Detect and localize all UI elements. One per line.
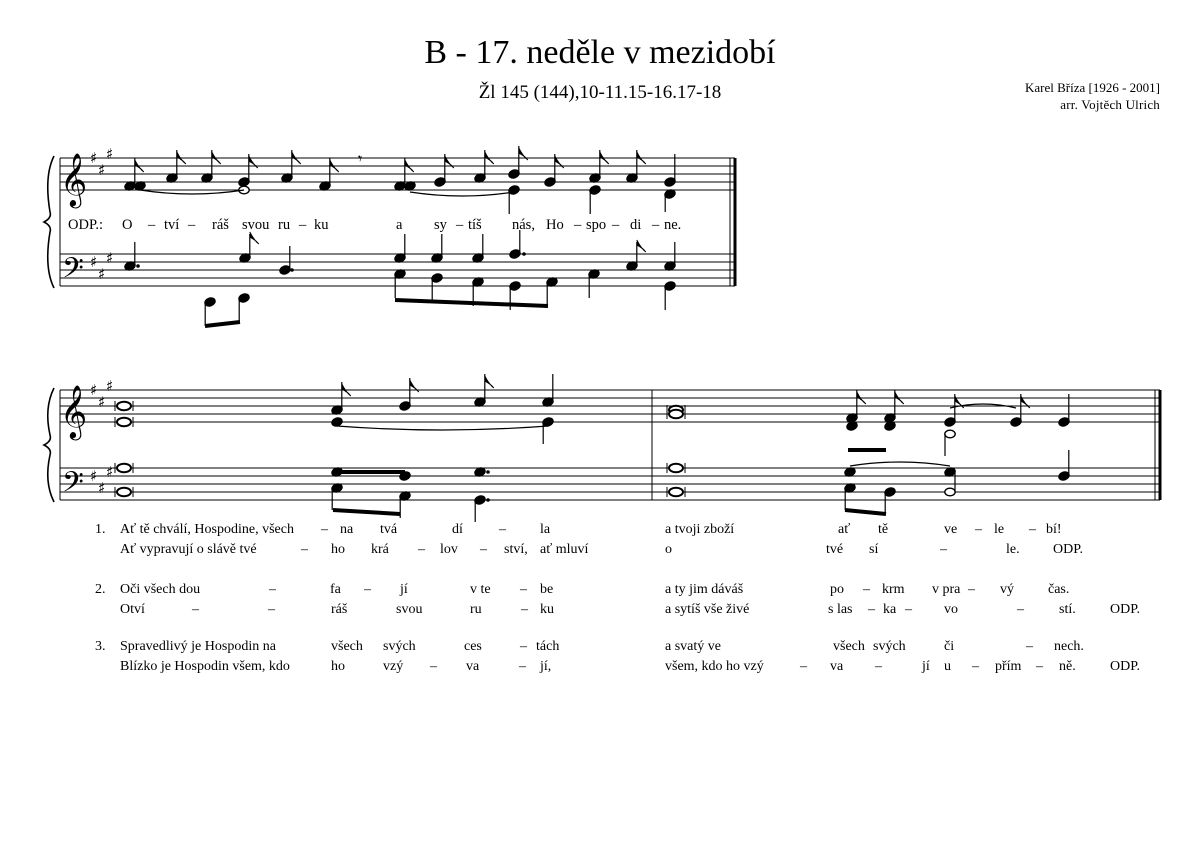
verse-line1-segment: vý xyxy=(1000,582,1014,597)
verse-line1-segment: ať xyxy=(838,522,851,537)
refrain-syllable: – xyxy=(456,217,464,233)
verse-line1-segment: – xyxy=(364,582,371,597)
verse-line1-segment: svých xyxy=(873,639,906,654)
sharp-icon: ♯ xyxy=(90,467,98,485)
refrain-syllable: ne. xyxy=(664,217,682,233)
verse-line1-segment: be xyxy=(540,582,554,597)
verse-line2-segment: va xyxy=(466,659,480,674)
breve-notehead xyxy=(117,464,131,472)
verse-line2-segment: – xyxy=(301,542,308,557)
bass-clef-icon: 𝄢 xyxy=(62,466,84,506)
verse-line2-segment: jí, xyxy=(540,659,552,674)
alto-half-note xyxy=(945,430,955,438)
verse-line2-segment: přím xyxy=(995,659,1022,674)
verse-line2-segment: stí. xyxy=(1059,602,1076,617)
dot xyxy=(486,498,490,502)
system-brace xyxy=(44,388,54,502)
verse-line2-segment: – xyxy=(800,659,807,674)
eighth-rest-icon: 𝄾 xyxy=(358,149,363,168)
refrain-syllable: spo xyxy=(586,217,607,233)
verse-line2-segment: – xyxy=(868,602,875,617)
verse-line2-segment: – xyxy=(905,602,912,617)
verse-line1-segment: – xyxy=(863,582,870,597)
refrain-syllable: – xyxy=(612,217,620,233)
refrain-syllable: ráš xyxy=(212,217,229,233)
verse-line2-segment: o xyxy=(665,542,672,557)
verse-line1-segment: či xyxy=(944,639,955,654)
verse-line1-segment: v te xyxy=(470,582,491,597)
verse-line2-segment: ně. xyxy=(1059,659,1076,674)
breve-notehead xyxy=(669,410,683,418)
breve-notehead xyxy=(117,488,131,496)
verse-line2-segment: va xyxy=(830,659,844,674)
sharp-icon: ♯ xyxy=(98,161,106,179)
refrain-syllable: a xyxy=(396,217,403,233)
verse-line1-segment: dí xyxy=(452,522,463,537)
verse-line2-segment: le. xyxy=(1006,542,1020,557)
verse-line2-segment: s las xyxy=(828,602,853,617)
verse-line1-segment: – xyxy=(1026,639,1033,654)
verse-line1-segment: a svatý ve xyxy=(665,639,721,654)
beam xyxy=(205,322,240,326)
verse-line1-segment: – xyxy=(520,639,527,654)
sharp-icon: ♯ xyxy=(90,149,98,167)
verse-line2-segment: svou xyxy=(396,602,423,617)
dot xyxy=(290,268,294,272)
verse-line2-segment: ODP. xyxy=(1053,542,1083,557)
verse-line1-segment: tvá xyxy=(380,522,398,537)
verse-line1-segment: – xyxy=(321,522,328,537)
verse-line1-segment: a tvoji zboží xyxy=(665,522,735,537)
verse-line1-segment: Oči všech dou xyxy=(120,582,201,597)
verse-line2-segment: a sytíš vše živé xyxy=(665,602,750,617)
verse-line2-segment: – xyxy=(480,542,487,557)
verse-line2-segment: ráš xyxy=(331,602,348,617)
verse-line1-segment: na xyxy=(340,522,354,537)
psalm-reference: Žl 145 (144),10-11.15-16.17-18 xyxy=(478,82,722,103)
refrain-syllable: – xyxy=(299,217,307,233)
tie xyxy=(850,462,950,466)
verse-line2-segment: ka xyxy=(883,602,897,617)
refrain-syllable: – xyxy=(574,217,582,233)
verse-line1-segment: – xyxy=(968,582,975,597)
verse-line2-segment: Blízko je Hospodin všem, kdo xyxy=(120,659,290,674)
refrain-syllable: O xyxy=(122,217,133,233)
treble-clef-icon: 𝄞 xyxy=(60,384,88,438)
sharp-icon: ♯ xyxy=(90,253,98,271)
verse-line2-segment: ať mluví xyxy=(540,542,589,557)
verse-line1-segment: fa xyxy=(330,582,341,597)
breve-notehead xyxy=(669,464,683,472)
verse-line2-segment: – xyxy=(1036,659,1043,674)
refrain-syllable: Ho xyxy=(546,217,564,233)
verse-line1-segment: – xyxy=(1029,522,1036,537)
verse-line1-segment: – xyxy=(499,522,506,537)
verse-line2-segment: ství, xyxy=(504,542,528,557)
breve-notehead xyxy=(117,418,131,426)
verse-line2-segment: ODP. xyxy=(1110,602,1140,617)
verse-line1-segment: ve xyxy=(944,522,958,537)
verse-line2-segment: vzý xyxy=(383,659,404,674)
verse-number: 3. xyxy=(95,639,106,654)
verse-line1-segment: krm xyxy=(882,582,905,597)
verse-line2-segment: lov xyxy=(440,542,458,557)
verse-line2-segment: vo xyxy=(944,602,958,617)
verse-line2-segment: – xyxy=(972,659,979,674)
verse-line1-segment: Ať tě chválí, Hospodine, všech xyxy=(120,522,294,537)
page-title: B - 17. neděle v mezidobí xyxy=(424,34,776,71)
verse-line2-segment: Otví xyxy=(120,602,145,617)
verse-line2-segment: u xyxy=(944,659,951,674)
verse-line2-segment: sí xyxy=(869,542,879,557)
verse-line1-segment: – xyxy=(269,582,276,597)
verse-line2-segment: ku xyxy=(540,602,554,617)
verse-line2-segment: krá xyxy=(371,542,389,557)
sharp-icon: ♯ xyxy=(106,249,114,267)
verse-line1-segment: v pra xyxy=(932,582,961,597)
refrain-syllable: tíš xyxy=(468,217,482,233)
refrain-syllable: ku xyxy=(314,217,329,233)
refrain-syllable: di xyxy=(630,217,642,233)
refrain-syllable: – xyxy=(188,217,196,233)
tie xyxy=(337,426,548,430)
refrain-syllable: svou xyxy=(242,217,270,233)
verse-line2-segment: jí xyxy=(922,659,930,674)
verse-line1-segment: tách xyxy=(536,639,560,654)
verse-line2-segment: ODP. xyxy=(1110,659,1140,674)
verse-line2-segment: ho xyxy=(331,659,345,674)
system-brace xyxy=(44,156,54,288)
verse-number: 2. xyxy=(95,582,106,597)
verse-line2-segment: Ať vypravují o slávě tvé xyxy=(120,542,257,557)
dot xyxy=(522,252,526,256)
verse-line1-segment: ces xyxy=(464,639,482,654)
verse-line1-segment: nech. xyxy=(1054,639,1084,654)
sharp-icon: ♯ xyxy=(98,393,106,411)
refrain-syllable: – xyxy=(652,217,660,233)
verse-line2-segment: ru xyxy=(470,602,482,617)
verse-number: 1. xyxy=(95,522,106,537)
verse-line2-segment: – xyxy=(940,542,947,557)
verse-line2-segment: – xyxy=(519,659,526,674)
refrain-label: ODP.: xyxy=(68,217,104,233)
sharp-icon: ♯ xyxy=(98,479,106,497)
tie xyxy=(140,190,244,194)
refrain-syllable: tví xyxy=(164,217,180,233)
verse-line2-segment: – xyxy=(268,602,275,617)
verse-line1-segment: čas. xyxy=(1048,582,1070,597)
refrain-syllable: sy xyxy=(434,217,447,233)
beam xyxy=(845,510,886,514)
verse-line1-segment: a ty jim dáváš xyxy=(665,582,744,597)
verse-line1-segment: bí! xyxy=(1046,522,1062,537)
verse-line1-segment: – xyxy=(975,522,982,537)
verse-line1-segment: le xyxy=(994,522,1005,537)
verse-line2-segment: – xyxy=(875,659,882,674)
dot xyxy=(486,470,490,474)
bass-half-note xyxy=(945,488,955,496)
verse-line1-segment: tě xyxy=(878,522,889,537)
verse-line1-segment: – xyxy=(520,582,527,597)
breve-notehead xyxy=(117,402,131,410)
arranger-credit: arr. Vojtěch Ulrich xyxy=(1060,97,1160,112)
verse-line2-segment: – xyxy=(521,602,528,617)
verse-line1-segment: všech xyxy=(331,639,363,654)
note-flag xyxy=(637,240,646,252)
refrain-syllable: ru xyxy=(278,217,291,233)
dot xyxy=(136,264,140,268)
bass-clef-icon: 𝄢 xyxy=(62,252,84,292)
sharp-icon: ♯ xyxy=(106,463,114,481)
verse-line1-segment: svých xyxy=(383,639,416,654)
verse-line2-segment: ho xyxy=(331,542,345,557)
beam xyxy=(395,300,548,306)
sharp-icon: ♯ xyxy=(90,381,98,399)
verse-line1-segment: všech xyxy=(833,639,865,654)
verse-line2-segment: všem, kdo ho vzý xyxy=(665,659,764,674)
refrain-syllable: – xyxy=(148,217,156,233)
composer-credit: Karel Bříza [1926 - 2001] xyxy=(1024,80,1160,95)
refrain-syllable: nás, xyxy=(512,217,535,233)
verse-line1-segment: Spravedlivý je Hospodin na xyxy=(120,639,276,654)
sharp-icon: ♯ xyxy=(98,265,106,283)
beam xyxy=(333,510,400,514)
verse-line2-segment: tvé xyxy=(826,542,844,557)
verse-line2-segment: – xyxy=(192,602,199,617)
breve-notehead xyxy=(669,488,683,496)
note-flag xyxy=(485,376,494,388)
verse-line1-segment: po xyxy=(830,582,844,597)
verse-line1-segment: la xyxy=(540,522,551,537)
treble-clef-icon: 𝄞 xyxy=(60,152,88,206)
verse-line1-segment: jí xyxy=(400,582,408,597)
verse-line2-segment: – xyxy=(1017,602,1024,617)
sharp-icon: ♯ xyxy=(106,145,114,163)
verse-line2-segment: – xyxy=(418,542,425,557)
verse-line2-segment: – xyxy=(430,659,437,674)
tie xyxy=(410,192,514,196)
sharp-icon: ♯ xyxy=(106,377,114,395)
